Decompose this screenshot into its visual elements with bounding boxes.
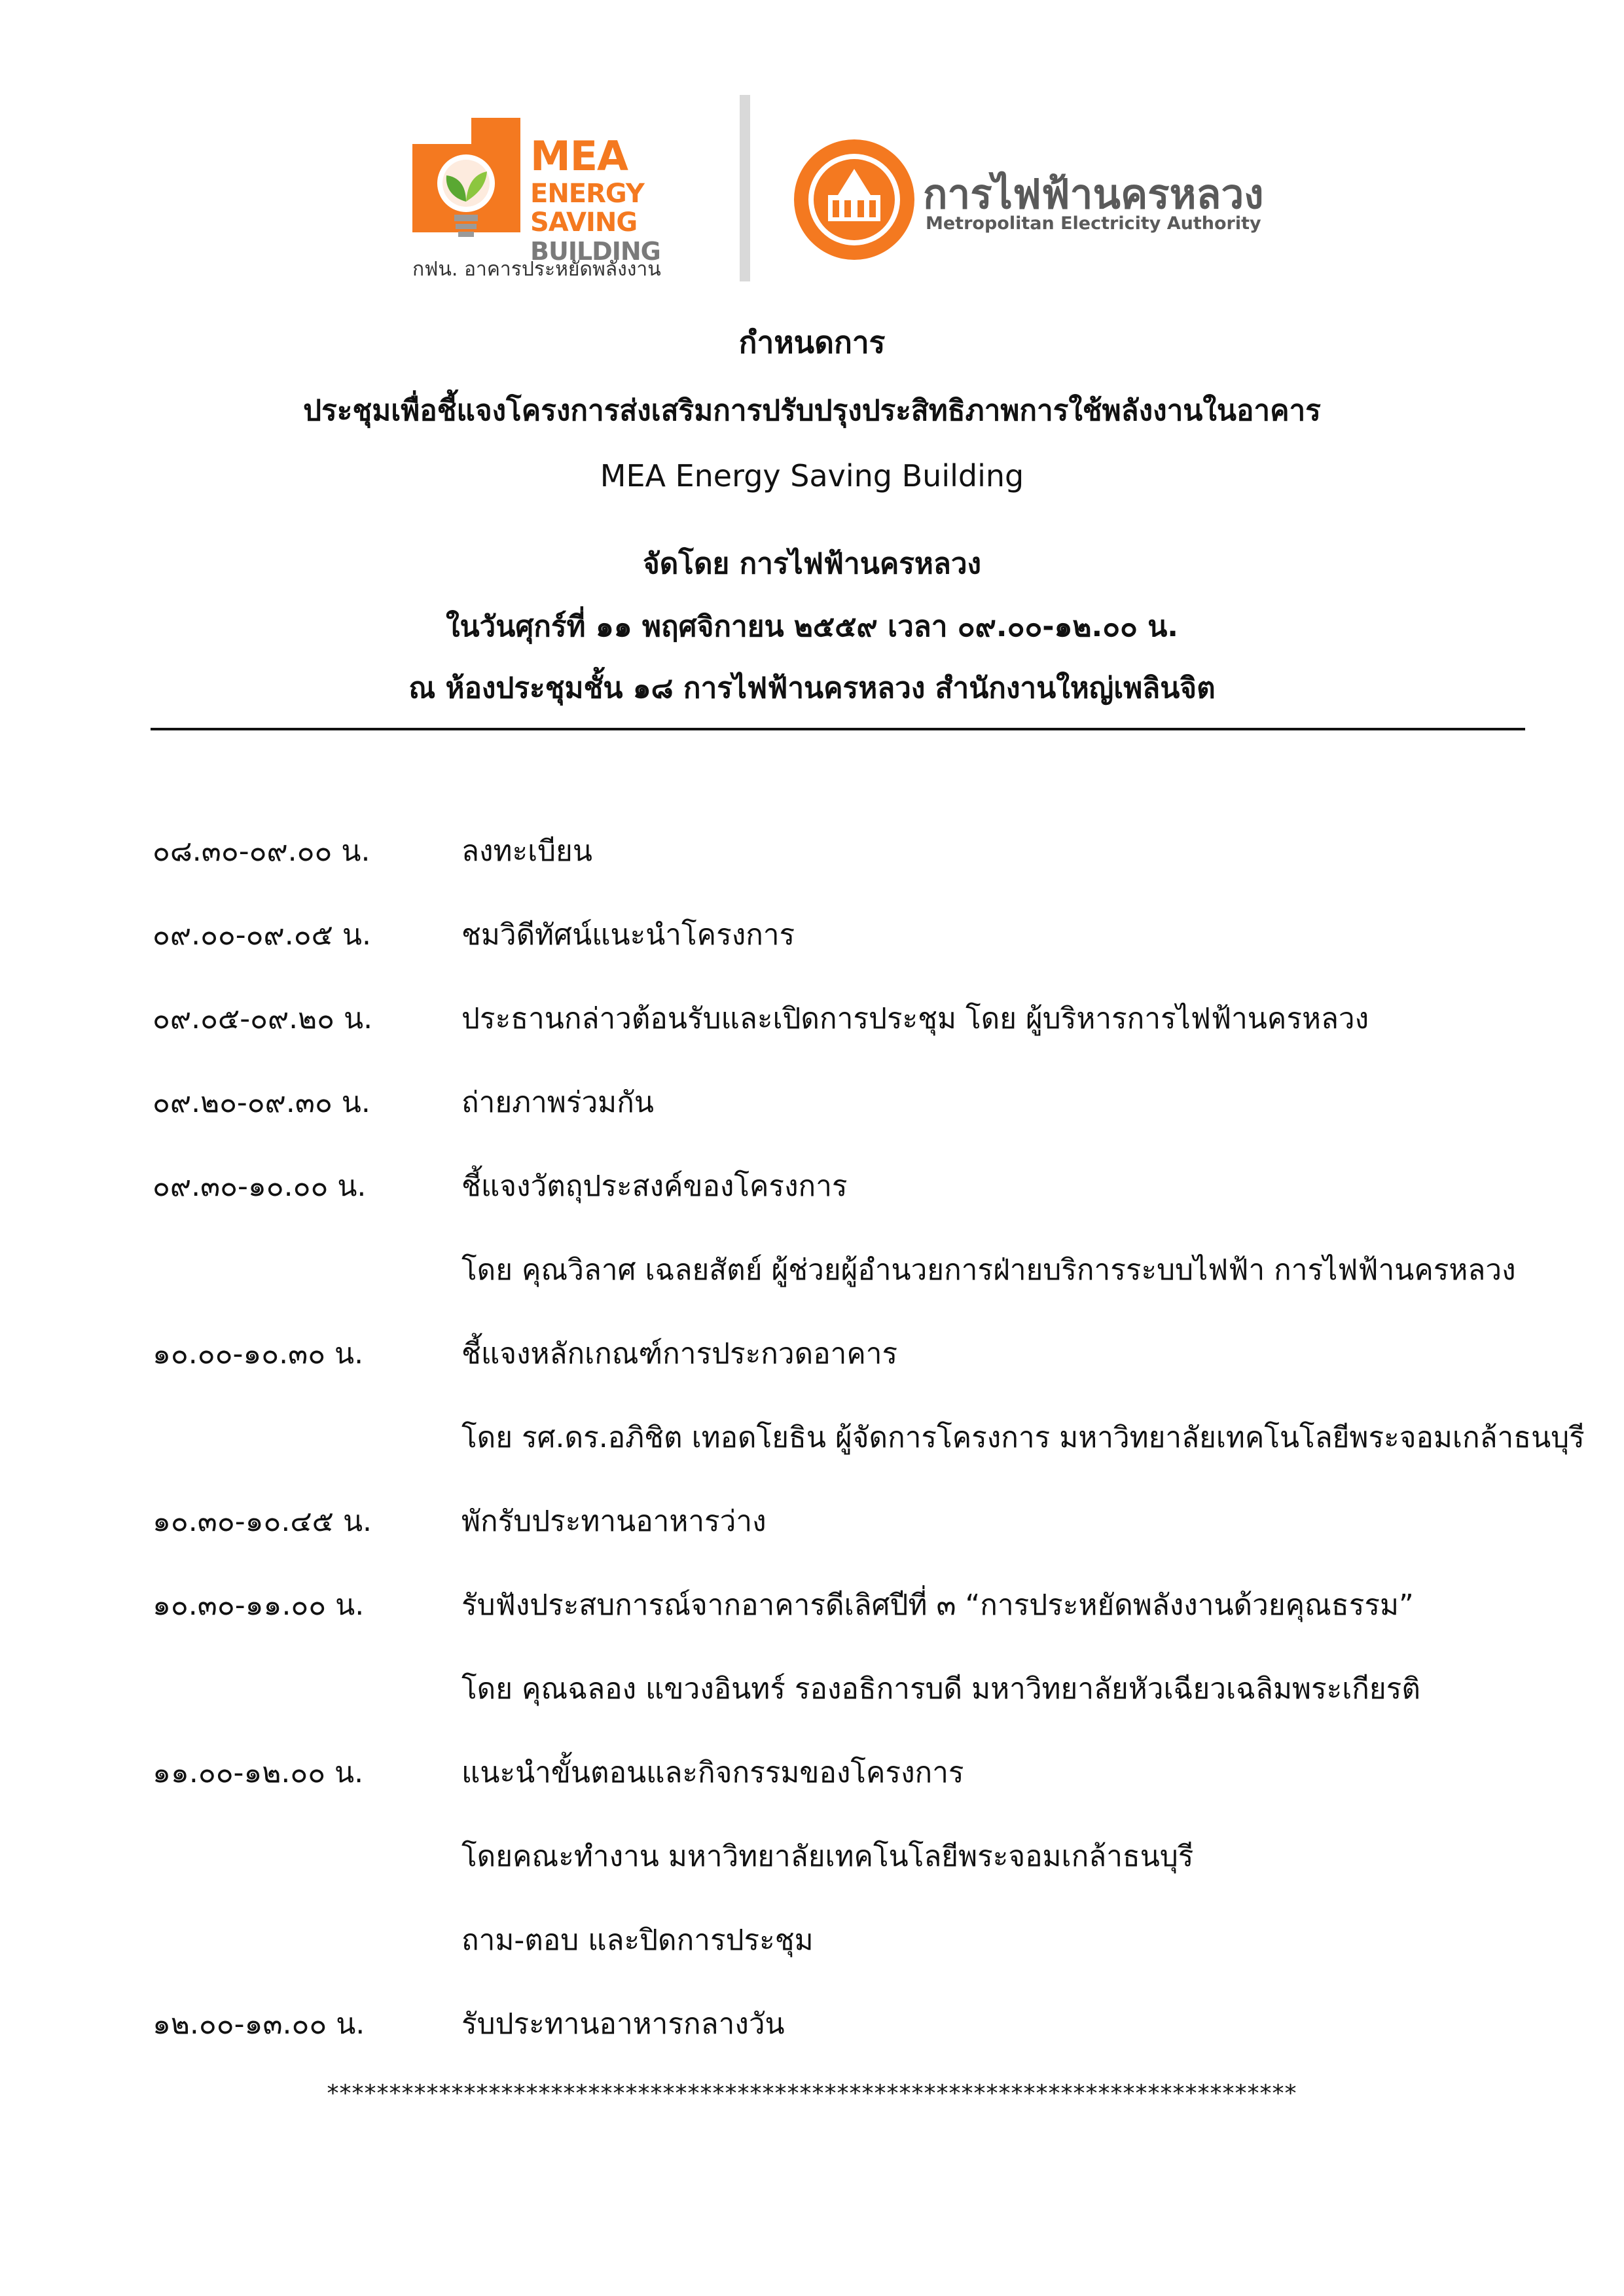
leaf-icon [440,162,492,208]
authority-name-th: การไฟฟ้านครหลวง [923,170,1264,218]
agenda-item: ลงทะเบียน [461,834,592,868]
footer-stars: ****************************************************************************** [327,2080,1297,2107]
agenda-time: ๐๙.๓๐-๑๐.๐๐ น. [153,1170,367,1203]
organizer: จัดโดย การไฟฟ้านครหลวง [642,547,982,581]
agenda-row [0,912,1624,958]
agenda-item: แนะนำขั้นตอนและกิจกรรมของโครงการ [461,1756,964,1789]
document-title: กำหนดการ [738,325,886,360]
agenda-time: ๐๘.๓๐-๐๙.๐๐ น. [153,834,370,868]
mea-subtitle: กฟน. อาคารประหยัดพลังงาน [412,258,661,281]
agenda-item: รับประทานอาหารกลางวัน [461,2007,785,2041]
agenda-row [0,1247,1624,1293]
agenda-row [0,2001,1624,2047]
agenda-time: ๐๙.๐๐-๐๙.๐๕ น. [153,918,371,952]
meeting-date: ในวันศุกร์ที่ ๑๑ พฤศจิกายน ๒๕๕๙ เวลา ๐๙.๐๐-๑๒.๐๐ น. [445,610,1179,643]
logo-row [406,85,1264,295]
agenda-item: โดย รศ.ดร.อภิชิต เทอดโยธิน ผู้จัดการโครงการ มหาวิทยาลัยเทคโนโลยีพระจอมเกล้าธนบุรี [461,1421,1585,1454]
mea-line2: ENERGY [530,179,644,209]
agenda-time: ๑๑.๐๐-๑๒.๐๐ น. [153,1756,364,1789]
logo-divider [740,95,750,281]
agenda-item: โดยคณะทำงาน มหาวิทยาลัยเทคโนโลยีพระจอมเกล้าธนบุรี [461,1840,1194,1873]
mea-energy-saving-logo [412,105,720,281]
authority-seal-icon [792,137,916,262]
header-divider [151,728,1525,730]
agenda-time: ๐๙.๒๐-๐๙.๓๐ น. [153,1086,370,1119]
agenda-time: ๑๐.๓๐-๑๑.๐๐ น. [153,1588,365,1622]
agenda-item: รับฟังประสบการณ์จากอาคารดีเลิศปีที่ ๓ “การประหยัดพลังงานด้วยคุณธรรม” [461,1588,1414,1622]
mea-line4: BUILDING [530,237,660,266]
agenda-time: ๑๐.๐๐-๑๐.๓๐ น. [153,1337,364,1371]
authority-name-en: Metropolitan Electricity Authority [926,213,1261,234]
agenda-row [0,1666,1624,1712]
agenda-row [0,1582,1624,1628]
agenda-item: ถาม-ตอบ และปิดการประชุม [461,1924,814,1957]
agenda-row [0,1414,1624,1460]
agenda-time: ๑๐.๓๐-๑๐.๔๕ น. [153,1505,372,1538]
mea-line3: SAVING [530,207,638,238]
meeting-subject: ประชุมเพื่อชี้แจงโครงการส่งเสริมการปรับปรุงประสิทธิภาพการใช้พลังงานในอาคาร [303,394,1321,427]
agenda-item: ชี้แจงหลักเกณฑ์การประกวดอาคาร [461,1337,898,1371]
agenda-item: ชมวิดีทัศน์แนะนำโครงการ [461,918,795,952]
project-name: MEA Energy Saving Building [600,458,1024,493]
agenda-row [0,1917,1624,1963]
mea-line1: MEA [530,132,628,180]
agenda-row [0,1163,1624,1209]
agenda-row [0,1749,1624,1795]
agenda-item: พักรับประทานอาหารว่าง [461,1505,767,1538]
agenda-item: โดย คุณวิลาศ เฉลยสัตย์ ผู้ช่วยผู้อำนวยการฝ่ายบริการระบบไฟฟ้า การไฟฟ้านครหลวง [461,1253,1516,1287]
agenda-row [0,1331,1624,1376]
agenda-item: ประธานกล่าวต้อนรับและเปิดการประชุม โดย ผู้บริหารการไฟฟ้านครหลวง [461,1002,1369,1035]
agenda-item: โดย คุณฉลอง แขวงอินทร์ รองอธิการบดี มหาวิทยาลัยหัวเฉียวเฉลิมพระเกียรติ [461,1672,1420,1706]
agenda-row [0,1833,1624,1879]
meeting-venue: ณ ห้องประชุมชั้น ๑๘ การไฟฟ้านครหลวง สำนักงานใหญ่เพลินจิต [408,672,1216,705]
agenda-row [0,1079,1624,1125]
agenda-item: ถ่ายภาพร่วมกัน [461,1086,654,1119]
agenda-row [0,1498,1624,1544]
mea-wordmark [530,134,727,266]
agenda-item: ชี้แจงวัตถุประสงค์ของโครงการ [461,1170,848,1203]
agenda-row [0,828,1624,874]
agenda-row [0,996,1624,1041]
agenda-time: ๐๙.๐๕-๐๙.๒๐ น. [153,1002,373,1035]
agenda-time: ๑๒.๐๐-๑๓.๐๐ น. [153,2007,365,2041]
